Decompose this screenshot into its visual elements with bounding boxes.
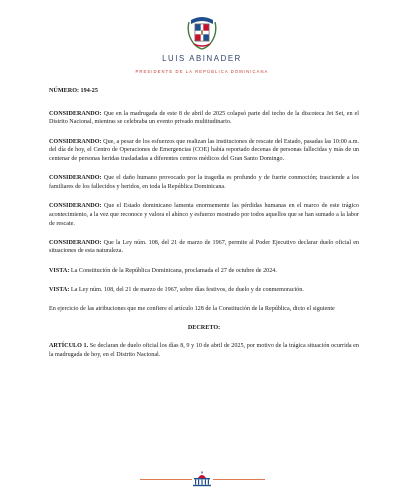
decree-number-label: NÚMERO: 194-25	[49, 88, 98, 94]
national-palace-icon	[192, 471, 212, 487]
article-lead: ARTÍCULO 1.	[49, 342, 89, 349]
office-title: PRESIDENTE DE LA REPÚBLICA DOMINICANA	[135, 69, 269, 74]
considerando-text: Que el daño humano provocado por la tragedia es profundo y de fuerte conmoción; trasciende a los familiares de los fallecidos y heridos, en toda la República Dominicana.	[49, 175, 359, 190]
considerando-paragraph	[49, 110, 359, 127]
considerando-text: Que, a pesar de los esfuerzos que realizan las instituciones de rescate del Estado, pasadas las 10:00 a.m. del día de hoy, el Centro de Operaciones de Emergencias (COE) había reportado decenas de personas fallecidas y más de un centenar de personas heridas trasladadas a diferentes centros médicos del Gran Santo Domingo.	[49, 138, 359, 163]
decree-heading	[49, 324, 359, 333]
decree-heading-label: DECRETO:	[187, 325, 221, 332]
vista-lead: VISTA:	[49, 286, 70, 293]
considerando-paragraph	[49, 138, 359, 164]
dominican-coat-of-arms-icon	[186, 12, 218, 50]
considerando-text: Que el Estado dominicano lamenta enormemente las pérdidas humanas en el marco de este trágico acontecimiento, a la vez que reconoce y valora el ahínco y esfuerzo mostrado por todos aquellos que se han sumado a la labor de rescate.	[49, 203, 359, 227]
issuer-name: LUIS ABINADER	[162, 54, 242, 63]
vista-paragraph	[49, 267, 359, 276]
considerando-text: Que la Ley núm. 108, del 21 de marzo de 1967, permite al Poder Ejecutivo declarar duelo oficial en situaciones de esta naturaleza.	[49, 239, 359, 255]
considerando-lead: CONSIDERANDO:	[49, 239, 102, 246]
footer-divider-right	[213, 479, 265, 480]
footer-divider-left	[140, 479, 192, 480]
considerando-paragraph	[49, 202, 359, 228]
vista-text: La Ley núm. 108, del 21 de marzo de 1967, sobre días festivos, de duelo y de conmemoración.	[69, 286, 304, 293]
vista-lead: VISTA:	[49, 267, 70, 274]
vista-text: La Constitución de la República Dominicana, proclamada el 27 de octubre de 2024.	[69, 267, 277, 274]
decree-body	[49, 87, 359, 370]
preamble-paragraph: En ejercicio de las atribuciones que me confiere el artículo 128 de la Constitución de la República, dicto el siguiente	[49, 306, 335, 313]
considerando-lead: CONSIDERANDO:	[49, 175, 102, 182]
article-text: Se declaran de duelo oficial los días 8, 9 y 10 de abril de 2025, por motivo de la trágica situación ocurrida en la madrugada de hoy, en el Distrito Nacional.	[49, 342, 359, 358]
vista-paragraph	[49, 286, 359, 295]
decree-number	[49, 87, 359, 96]
considerando-paragraph	[49, 174, 359, 191]
considerando-lead: CONSIDERANDO:	[49, 110, 102, 117]
considerando-paragraph	[49, 239, 359, 256]
considerando-lead: CONSIDERANDO:	[49, 203, 102, 210]
considerando-lead: CONSIDERANDO:	[49, 138, 102, 145]
considerando-text: Que en la madrugada de este 8 de abril de 2025 colapsó parte del techo de la discoteca Jet Set, en el Distrito Nacional, mientras se celebraba un evento privado multitudinario.	[49, 110, 359, 126]
article-paragraph	[49, 342, 359, 359]
